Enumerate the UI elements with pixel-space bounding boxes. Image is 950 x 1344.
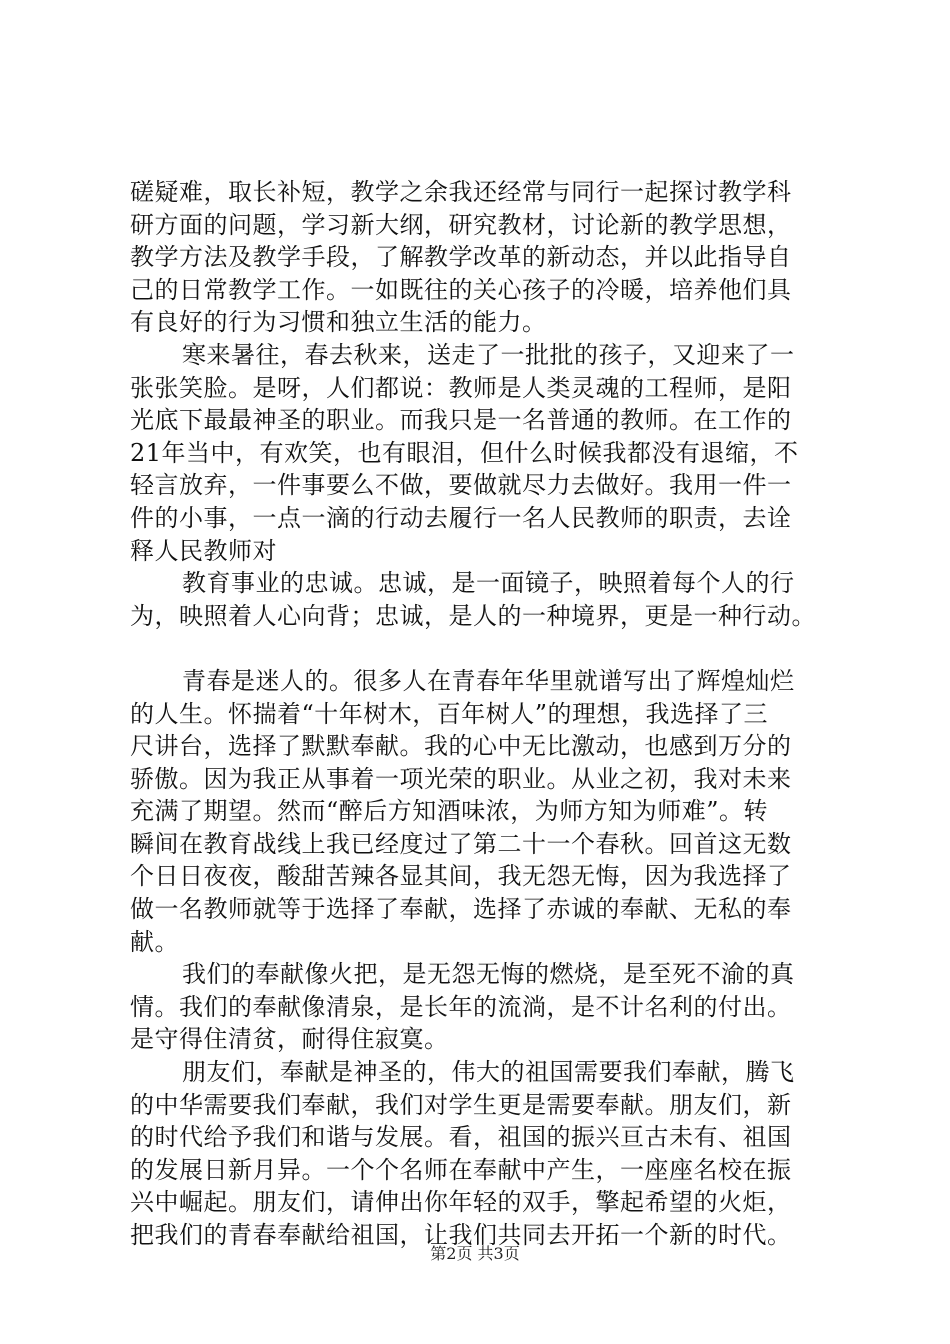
text-line: 充满了期望。然而“醉后方知酒味浓，为师方知为师难”。转 [130,797,769,826]
text-line: 兴中崛起。朋友们，请伸出你年轻的双手，擎起希望的火炬， [130,1188,792,1217]
text-line: 教育事业的忠诚。忠诚，是一面镜子，映照着每个人的行 [182,569,795,598]
text-line: 骄傲。因为我正从事着一项光荣的职业。从业之初，我对未来 [130,764,792,793]
text-line: 件的小事，一点一滴的行动去履行一名人民教师的职责，去诠 [130,503,792,532]
text-line: 是守得住清贫，耐得住寂寞。 [130,1025,449,1054]
text-line: 研方面的问题，学习新大纲，研究教材，讨论新的教学思想， [130,210,792,239]
text-line: 光底下最最神圣的职业。而我只是一名普通的教师。在工作的 [130,406,792,435]
text-line: 的时代给予我们和谐与发展。看，祖国的振兴亘古未有、祖国 [130,1123,792,1152]
page-footer: 第2页 共3页 [430,1244,520,1263]
text-line: 朋友们，奉献是神圣的，伟大的祖国需要我们奉献，腾飞 [182,1058,795,1087]
text-line: 21年当中，有欢笑，也有眼泪，但什么时候我都没有退缩，不 [130,438,799,467]
text-line: 张张笑脸。是呀，人们都说：教师是人类灵魂的工程师，是阳 [130,373,792,402]
text-line: 磋疑难，取长补短，教学之余我还经常与同行一起探讨教学科 [130,178,792,206]
blank-line [130,632,850,665]
text-line: 轻言放弃，一件事要么不做，要做就尽力去做好。我用一件一 [130,471,792,500]
text-line: 个日日夜夜，酸甜苦辣各显其间，我无怨无悔，因为我选择了 [130,862,792,891]
document-body [130,176,850,1252]
text-line: 释人民教师对 [130,536,277,565]
text-line: 有良好的行为习惯和独立生活的能力。 [130,308,547,337]
text-line: 己的日常教学工作。一如既往的关心孩子的冷暖，培养他们具 [130,275,792,304]
text-line: 的中华需要我们奉献，我们对学生更是需要奉献。朋友们，新 [130,1090,792,1119]
text-line: 把我们的青春奉献给祖国，让我们共同去开拓一个新的时代。 [130,1221,792,1249]
text-line: 情。我们的奉献像清泉，是长年的流淌，是不计名利的付出。 [130,992,792,1021]
text-line: 青春是迷人的。很多人在青春年华里就谱写出了辉煌灿烂 [182,666,795,695]
text-line: 教学方法及教学手段，了解教学改革的新动态，并以此指导自 [130,243,792,272]
text-line: 做一名教师就等于选择了奉献，选择了赤诚的奉献、无私的奉 [130,895,792,924]
text-line: 为，映照着人心向背；忠诚，是人的一种境界，更是一种行动。 [130,601,816,630]
text-line: 尺讲台，选择了默默奉献。我的心中无比激动，也感到万分的 [130,732,792,761]
text-line: 的发展日新月异。一个个名师在奉献中产生，一座座名校在振 [130,1155,792,1184]
text-line: 献。 [130,927,179,956]
text-line: 瞬间在教育战线上我已经度过了第二十一个春秋。回首这无数 [130,829,792,858]
text-line: 寒来暑往，春去秋来，送走了一批批的孩子，又迎来了一 [182,340,795,369]
text-line: 的人生。怀揣着“十年树木，百年树人”的理想，我选择了三 [130,699,769,728]
text-line: 我们的奉献像火把，是无怨无悔的燃烧，是至死不渝的真 [182,960,795,989]
